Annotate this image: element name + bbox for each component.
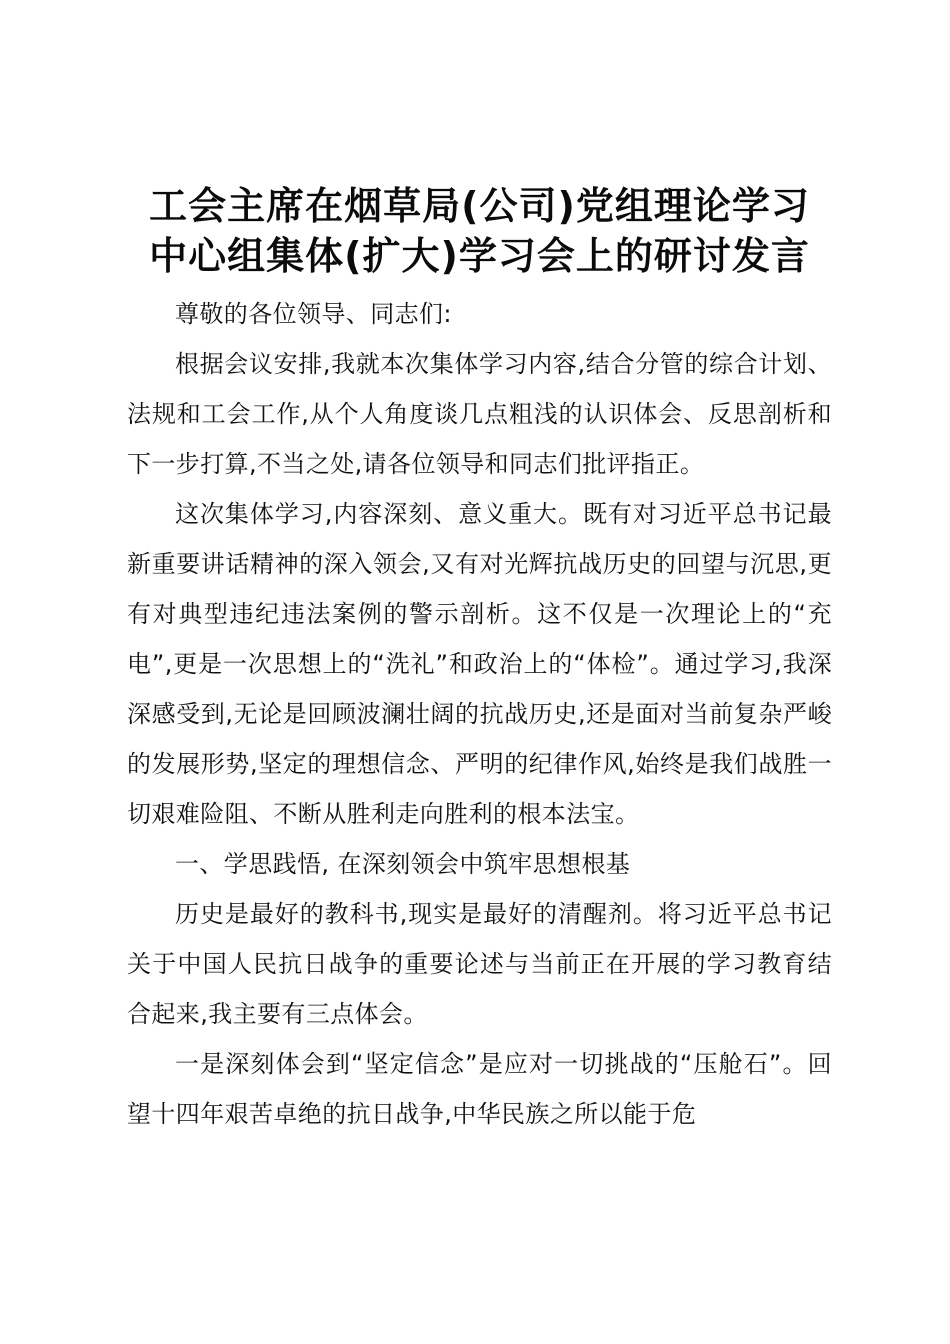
title-line-2: 中心组集体(扩大)学习会上的研讨发言 [149, 234, 810, 278]
intro-paragraph: 根据会议安排,我就本次集体学习内容,结合分管的综合计划、法规和工会工作,从个人角度谈几点粗浅的认识体会、反思剖析和下一步打算,不当之处,请各位领导和同志们批评指正。 [127, 350, 832, 478]
section-heading: 一、学思践悟, 在深刻领会中筑牢思想根基 [175, 850, 631, 878]
document-body [127, 181, 832, 1139]
title-line-1: 工会主席在烟草局(公司)党组理论学习 [149, 184, 810, 228]
section-paragraph-1: 历史是最好的教科书,现实是最好的清醒剂。将习近平总书记关于中国人民抗日战争的重要论述与当前正在开展的学习教育结合起来,我主要有三点体会。 [127, 900, 832, 1028]
section-paragraph-2: 一是深刻体会到“坚定信念”是应对一切挑战的“压舱石”。回望十四年艰苦卓绝的抗日战争,中华民族之所以能于危 [127, 1050, 832, 1128]
greeting: 尊敬的各位领导、同志们: [175, 300, 452, 328]
summary-paragraph: 这次集体学习,内容深刻、意义重大。既有对习近平总书记最新重要讲话精神的深入领会,又有对光辉抗战历史的回望与沉思,更有对典型违纪违法案例的警示剖析。这不仅是一次理论上的“充电”,更是一次思想上的“洗礼”和政治上的“体检”。通过学习,我深深感受到,无论是回顾波澜壮阔的抗战历史,还是面对当前复杂严峻的发展形势,坚定的理想信念、严明的纪律作风,始终是我们战胜一切艰难险阻、不断从胜利走向胜利的根本法宝。 [127, 500, 832, 828]
document-title [127, 181, 832, 281]
